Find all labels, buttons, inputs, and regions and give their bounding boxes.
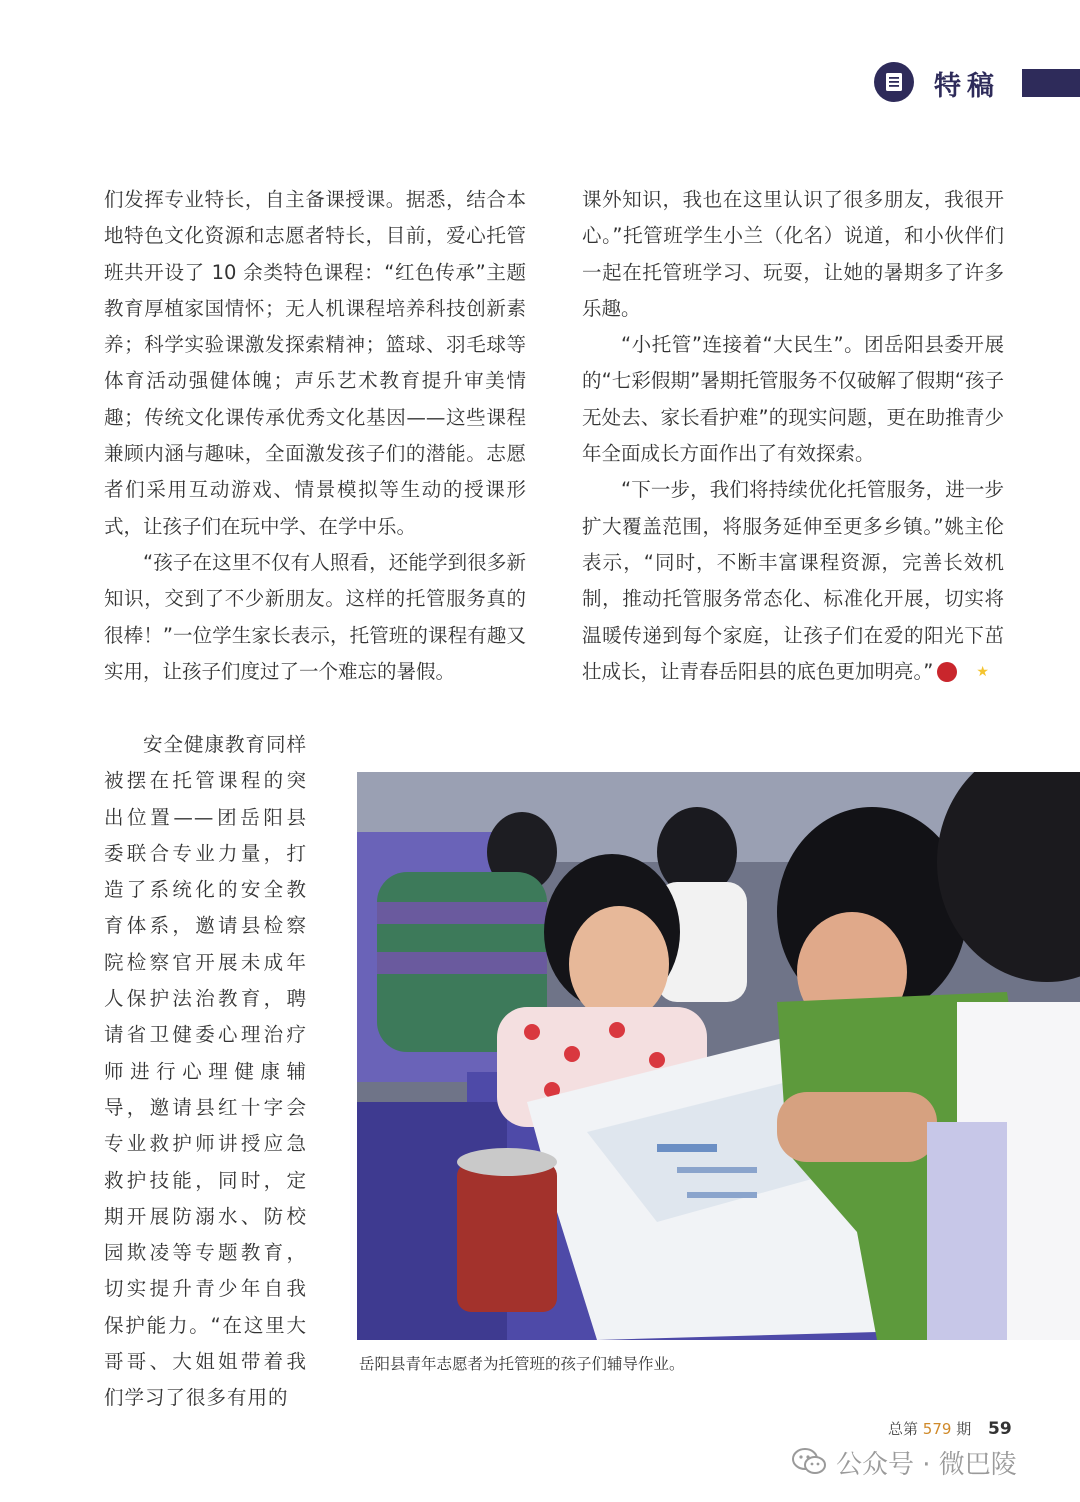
- paragraph-text: “下一步，我们将持续优化托管服务，进一步扩大覆盖范围，将服务延伸至更多乡镇。”姚主伦表示，“同时，不断丰富课程资源，完善长效机制，推动托管服务常态化、标准化开展，切实将温暖传递到每个家庭，让孩子们在爱的阳光下茁壮成长，让青春岳阳县的底色更加明亮。”: [582, 478, 1004, 683]
- paragraph: “孩子在这里不仅有人照看，还能学到很多新知识，交到了不少新朋友。这样的托管服务真的很棒！”一位学生家长表示，托管班的课程有趣又实用，让孩子们度过了一个难忘的暑假。: [104, 550, 526, 683]
- article-photo: [357, 772, 1080, 1340]
- issue-prefix: 总第: [888, 1420, 919, 1438]
- issue-number: 579: [922, 1420, 952, 1438]
- section-header: [872, 62, 1080, 106]
- left-column: [104, 182, 526, 690]
- narrow-column: [104, 727, 307, 1417]
- header-accent-bar: [1022, 69, 1080, 97]
- issue-suffix: 期: [956, 1420, 972, 1438]
- section-title: 特稿: [934, 71, 1000, 102]
- paragraph: 安全健康教育同样被摆在托管课程的突出位置——团岳阳县委联合专业力量，打造了系统化的安全教育体系，邀请县检察院检察官开展未成年人保护法治教育，聘请省卫健委心理治疗师进行心理健康辅导，邀请县红十字会专业救护师讲授应急救护技能，同时，定期开展防溺水、防校园欺凌等专题教育，切实提升青少年自我保护能力。“在这里大哥哥、大姐姐带着我们学习了很多有用的: [104, 733, 308, 1410]
- right-column: [582, 182, 1004, 690]
- watermark-text: 公众号 · 微巴陵: [836, 1449, 1017, 1480]
- paragraph: “小托管”连接着“大民生”。团岳阳县委开展的“七彩假期”暑期托管服务不仅破解了假期“孩子无处去、家长看护难”的现实问题，更在助推青少年全面成长方面作出了有效探索。: [582, 333, 1004, 466]
- star-emblem-icon: ★: [937, 662, 957, 682]
- page-footer: [888, 1418, 1012, 1439]
- list-document-icon: [874, 62, 914, 102]
- wechat-icon: [792, 1448, 826, 1476]
- paragraph: 课外知识，我也在这里认识了很多朋友，我很开心。”托管班学生小兰（化名）说道，和小伙伴们一起在托管班学习、玩耍，让她的暑期多了许多乐趣。: [582, 188, 1004, 320]
- page-number: 59: [988, 1419, 1012, 1439]
- paragraph: 们发挥专业特长，自主备课授课。据悉，结合本地特色文化资源和志愿者特长，目前，爱心托管班共开设了 10 余类特色课程：“红色传承”主题教育厚植家国情怀；无人机课程培养科技创新素养；科学实验课激发探索精神；篮球、羽毛球等体育活动强健体魄；声乐艺术教育提升审美情趣；传统文化课传承优秀文化基因——这些课程兼顾内涵与趣味，全面激发孩子们的潜能。志愿者们采用互动游戏、情景模拟等生动的授课形式，让孩子们在玩中学、在学中乐。: [104, 188, 526, 538]
- photo-caption: 岳阳县青年志愿者为托管班的孩子们辅导作业。: [359, 1355, 685, 1373]
- paragraph-final: [582, 472, 1004, 690]
- watermark: [792, 1440, 1017, 1484]
